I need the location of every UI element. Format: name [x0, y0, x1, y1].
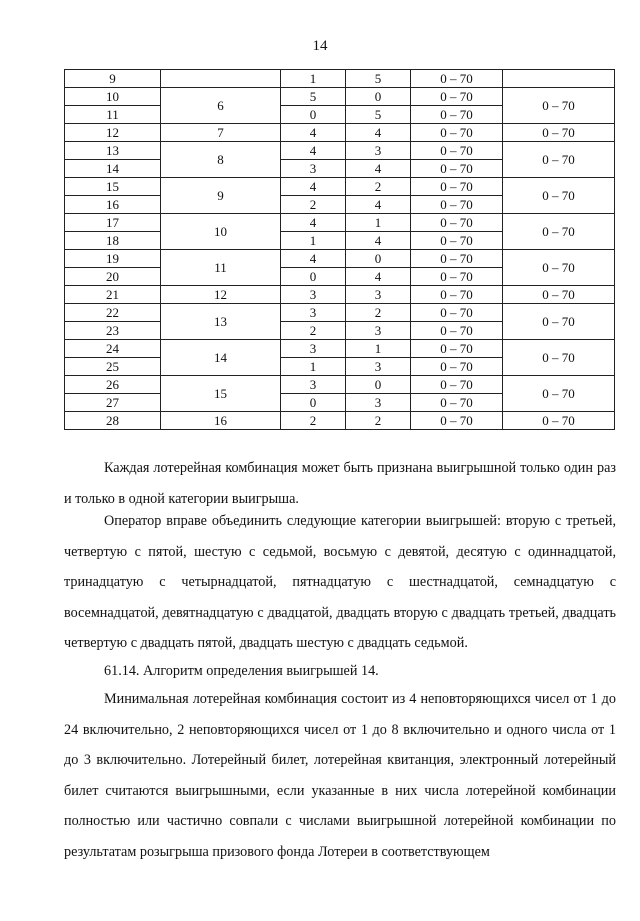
- range-cell: 0 – 70: [411, 196, 503, 214]
- match-count-a-cell: 4: [281, 214, 346, 232]
- paragraph-merge-categories: [64, 506, 616, 659]
- match-count-a-cell: 3: [281, 304, 346, 322]
- prize-range-cell: 0 – 70: [503, 376, 615, 412]
- range-cell: 0 – 70: [411, 70, 503, 88]
- combination-number-cell: 19: [65, 250, 161, 268]
- combination-number-cell: 21: [65, 286, 161, 304]
- combination-number-cell: 15: [65, 178, 161, 196]
- match-count-a-cell: 4: [281, 178, 346, 196]
- prize-range-cell: 0 – 70: [503, 214, 615, 250]
- match-count-b-cell: 3: [346, 142, 411, 160]
- match-count-a-cell: 2: [281, 196, 346, 214]
- match-count-a-cell: 2: [281, 322, 346, 340]
- prize-range-cell: 0 – 70: [503, 412, 615, 430]
- combination-number-cell: 10: [65, 88, 161, 106]
- combination-number-cell: 17: [65, 214, 161, 232]
- match-count-b-cell: 0: [346, 250, 411, 268]
- prize-range-cell: 0 – 70: [503, 88, 615, 124]
- category-cell: [161, 70, 281, 88]
- match-count-b-cell: 4: [346, 196, 411, 214]
- match-count-b-cell: 3: [346, 286, 411, 304]
- range-cell: 0 – 70: [411, 160, 503, 178]
- table-row: [65, 214, 615, 232]
- match-count-b-cell: 4: [346, 268, 411, 286]
- page-number: 14: [312, 38, 328, 54]
- category-cell: 12: [161, 286, 281, 304]
- prize-range-cell: 0 – 70: [503, 250, 615, 286]
- table-row: [65, 250, 615, 268]
- prize-range-cell: 0 – 70: [503, 304, 615, 340]
- match-count-a-cell: 5: [281, 88, 346, 106]
- range-cell: 0 – 70: [411, 322, 503, 340]
- prize-range-cell: 0 – 70: [503, 286, 615, 304]
- paragraph-single-win: [64, 453, 616, 514]
- match-count-b-cell: 4: [346, 160, 411, 178]
- combination-number-cell: 28: [65, 412, 161, 430]
- match-count-a-cell: 0: [281, 394, 346, 412]
- category-cell: 15: [161, 376, 281, 412]
- paragraph-text: Минимальная лотерейная комбинация состоит из 4 неповторяющихся чисел от 1 до 24 включительно, 2 неповторяющихся чисел от 1 до 8 включительно и одного числа от 1 до 3 включительно. Лотерейный билет, лотерейная квитанция, электронный лотерейный билет считаются выигрышными, если указанные в них числа лотерейной комбинации полностью или частично совпали с числами выигрышной лотерейной комбинации по результатам розыгрыша призового фонда Лотереи в соответствующем: [64, 691, 616, 860]
- combination-number-cell: 14: [65, 160, 161, 178]
- paragraph-text: Оператор вправе объединить следующие категории выигрышей: вторую с третьей, четвертую с пятой, шестую с седьмой, восьмую с девятой, десятую с одиннадцатой, тринадцатую с четырнадцатой, пятнадцатую с шестнадцатой, семнадцатую с восемнадцатой, девятнадцатую с двадцатой, двадцать вторую с двадцать третьей, двадцать четвертую с двадцать пятой, двадцать шестую с двадцать седьмой.: [64, 513, 616, 651]
- paragraph-min-combination: [64, 684, 616, 867]
- combination-number-cell: 25: [65, 358, 161, 376]
- match-count-a-cell: 1: [281, 358, 346, 376]
- combination-number-cell: 9: [65, 70, 161, 88]
- table-row: [65, 412, 615, 430]
- match-count-a-cell: 1: [281, 70, 346, 88]
- match-count-b-cell: 3: [346, 394, 411, 412]
- range-cell: 0 – 70: [411, 88, 503, 106]
- match-count-b-cell: 5: [346, 106, 411, 124]
- table-row: [65, 124, 615, 142]
- range-cell: 0 – 70: [411, 304, 503, 322]
- range-cell: 0 – 70: [411, 106, 503, 124]
- category-cell: 10: [161, 214, 281, 250]
- category-cell: 8: [161, 142, 281, 178]
- combination-number-cell: 23: [65, 322, 161, 340]
- table-row: [65, 304, 615, 322]
- match-count-b-cell: 3: [346, 358, 411, 376]
- range-cell: 0 – 70: [411, 412, 503, 430]
- combination-number-cell: 27: [65, 394, 161, 412]
- category-cell: 13: [161, 304, 281, 340]
- combination-number-cell: 22: [65, 304, 161, 322]
- match-count-b-cell: 5: [346, 70, 411, 88]
- winning-categories-table: [64, 69, 615, 430]
- range-cell: 0 – 70: [411, 250, 503, 268]
- match-count-a-cell: 4: [281, 250, 346, 268]
- match-count-b-cell: 2: [346, 412, 411, 430]
- match-count-a-cell: 3: [281, 340, 346, 358]
- combination-number-cell: 16: [65, 196, 161, 214]
- prize-range-cell: 0 – 70: [503, 178, 615, 214]
- category-cell: 16: [161, 412, 281, 430]
- match-count-a-cell: 3: [281, 376, 346, 394]
- range-cell: 0 – 70: [411, 268, 503, 286]
- category-cell: 14: [161, 340, 281, 376]
- prize-range-cell: [503, 70, 615, 88]
- range-cell: 0 – 70: [411, 178, 503, 196]
- match-count-a-cell: 2: [281, 412, 346, 430]
- range-cell: 0 – 70: [411, 340, 503, 358]
- category-cell: 9: [161, 178, 281, 214]
- range-cell: 0 – 70: [411, 394, 503, 412]
- range-cell: 0 – 70: [411, 286, 503, 304]
- table-row: [65, 340, 615, 358]
- match-count-a-cell: 4: [281, 142, 346, 160]
- table-row: [65, 70, 615, 88]
- match-count-b-cell: 2: [346, 178, 411, 196]
- range-cell: 0 – 70: [411, 232, 503, 250]
- table-row: [65, 88, 615, 106]
- match-count-b-cell: 4: [346, 232, 411, 250]
- prize-range-cell: 0 – 70: [503, 124, 615, 142]
- match-count-b-cell: 2: [346, 304, 411, 322]
- range-cell: 0 – 70: [411, 214, 503, 232]
- table-row: [65, 286, 615, 304]
- section-heading: [64, 656, 616, 687]
- match-count-a-cell: 0: [281, 268, 346, 286]
- match-count-a-cell: 4: [281, 124, 346, 142]
- combination-number-cell: 12: [65, 124, 161, 142]
- match-count-b-cell: 1: [346, 214, 411, 232]
- table-row: [65, 142, 615, 160]
- combination-number-cell: 20: [65, 268, 161, 286]
- combination-number-cell: 13: [65, 142, 161, 160]
- table-row: [65, 376, 615, 394]
- match-count-b-cell: 0: [346, 376, 411, 394]
- combination-number-cell: 11: [65, 106, 161, 124]
- combination-number-cell: 18: [65, 232, 161, 250]
- match-count-b-cell: 3: [346, 322, 411, 340]
- section-heading-text: 61.14. Алгоритм определения выигрышей 14.: [104, 663, 379, 679]
- prize-range-cell: 0 – 70: [503, 142, 615, 178]
- match-count-b-cell: 1: [346, 340, 411, 358]
- match-count-b-cell: 4: [346, 124, 411, 142]
- match-count-a-cell: 1: [281, 232, 346, 250]
- range-cell: 0 – 70: [411, 124, 503, 142]
- prize-range-cell: 0 – 70: [503, 340, 615, 376]
- table-row: [65, 178, 615, 196]
- range-cell: 0 – 70: [411, 142, 503, 160]
- range-cell: 0 – 70: [411, 358, 503, 376]
- category-cell: 11: [161, 250, 281, 286]
- range-cell: 0 – 70: [411, 376, 503, 394]
- category-cell: 6: [161, 88, 281, 124]
- match-count-b-cell: 0: [346, 88, 411, 106]
- match-count-a-cell: 3: [281, 160, 346, 178]
- paragraph-text: Каждая лотерейная комбинация может быть признана выигрышной только один раз и только в одной категории выигрыша.: [64, 460, 616, 507]
- combination-number-cell: 24: [65, 340, 161, 358]
- category-cell: 7: [161, 124, 281, 142]
- match-count-a-cell: 0: [281, 106, 346, 124]
- combination-number-cell: 26: [65, 376, 161, 394]
- match-count-a-cell: 3: [281, 286, 346, 304]
